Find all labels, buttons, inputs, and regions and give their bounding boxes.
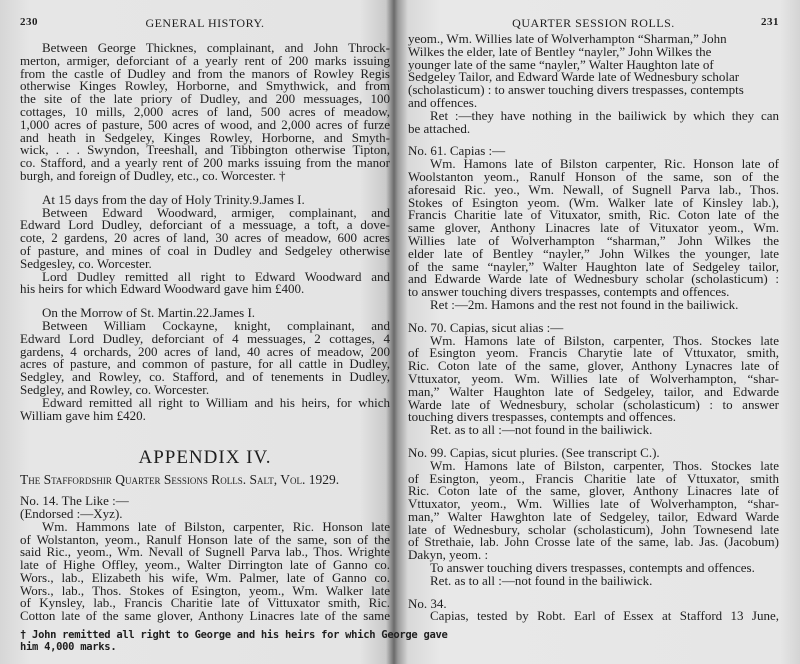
text-line: Wilkes the elder, late of Bentley “nayler,” John Wilkes the <box>408 43 712 59</box>
text-line: cote, 2 gardens, 20 acres of land, 30 acres of meadow, 600 acres <box>20 230 390 246</box>
text-line: (scholasticum) : to answer touching divers trespasses, contempts <box>408 82 744 98</box>
text-line: Wm. Hamons late of Bilston, carpenter, Thos. Stockes late <box>430 457 779 473</box>
text-line: To answer touching divers trespasses, contempts and offences. <box>430 560 755 576</box>
paragraph <box>408 332 779 425</box>
text-line: Edward Lord Dudley, deforciant of a messuage, a toft, a dove- <box>20 217 390 233</box>
text-line: Edward remitted all right to William and his heirs, for which <box>42 394 390 410</box>
text-line: wick, . . . Swyndon, Treeshall, and Tibbington otherwise Tipton, <box>20 142 390 158</box>
text-line: No. 70. Capias, sicut alias :— <box>408 319 564 335</box>
text-line: Cotton late of the same glover, Anthony Linacres late of the same <box>20 608 390 624</box>
paragraph <box>20 495 390 521</box>
text-line: Woolstanton yeom., Ranulf Honson of the same, son of the <box>408 168 779 184</box>
text-line: Between George Thicknes, complainant, and John Throck- <box>42 40 390 55</box>
text-line: burgh, and foreign of Dudley, etc., co. Worcester. † <box>20 167 286 183</box>
text-line: of Esington yeom. Francis Charytie late of Vttuxator, smith, <box>408 345 779 361</box>
running-head-title: QUARTER SESSION ROLLS. <box>512 16 675 30</box>
text-line: of Wolstanton, yeom., Ranulf Honson late of the same, son of the <box>20 531 390 547</box>
text-line: Warde late of Wednesbury, scholar (scholasticum) : to answer <box>408 396 779 412</box>
text-line: Vttuxator, yeom. Wm. Willies late of Wolverhampton, “shar- <box>408 370 779 386</box>
text-line: Francis Charitie late of Vituxator, smith, Ric. Coton late of the <box>408 207 779 223</box>
text-line: late of Wednesbury, scholar (scholasticum), John Townesend late <box>408 521 779 537</box>
appendix-heading <box>20 448 390 468</box>
text-line: said Ric., yeom., Wm. Nevall of Sugnell Parva lab., Thos. Wrighte <box>20 544 390 560</box>
text-line: merton, armiger, deforciant of a yearly rent of 200 marks issuing <box>20 52 390 68</box>
text-line: 1,000 acres of pasture, 500 acres of wood, and 2,000 acres of furze <box>20 116 390 132</box>
text-line: Stokes of Esington yeom. (Wm. Walker late of Kinsley lab.), <box>408 194 779 210</box>
text-line: younger late of the same “nayler,” Walter Haughton late of <box>408 56 714 72</box>
text-line: aforesaid Ric. yeo., Wm. Newall, of Sugnell Parva lab., Thos. <box>408 181 779 197</box>
paragraph <box>408 610 779 623</box>
text-line: late of Highe Offley, yeom., Walter Dirrington late of Ganno co. <box>20 557 390 573</box>
text-line: † John remitted all right to George and his heirs for which George gave <box>20 629 448 642</box>
text-line: APPENDIX IV. <box>138 447 272 469</box>
text-line: and offences. <box>408 94 478 110</box>
paragraph <box>20 394 390 423</box>
text-line: touching divers trespasses, contempts and offences. <box>408 409 676 425</box>
text-line: Lord Dudley remitted all right to Edward Woodward and <box>42 268 390 284</box>
right-page <box>408 0 779 664</box>
text-line: to answer touching divers trespasses, contempts and offences. <box>408 284 730 300</box>
running-header <box>408 16 779 32</box>
text-line: No. 34. <box>408 595 447 611</box>
text-line: Ret :—they have nothing in the bailiwick by which they can <box>430 107 779 123</box>
paragraph <box>408 457 779 563</box>
text-line: Wm. Hamons late of Bilston, carpenter, Thos. Stockes late <box>430 332 779 348</box>
text-line: man,” Walter Hawghton late of Sedgeley, tailor, Edward Warde <box>408 508 779 524</box>
text-line: and heath in Sedgeley, Kinges Rowley, Horborne, and Smyth- <box>20 129 390 145</box>
text-line: Wm. Hammons late of Bilston, carpenter, Ric. Honson late <box>42 518 390 534</box>
paragraph <box>20 268 390 297</box>
text-line: Sedgley, and Rowley, co. Worcester. <box>20 381 210 397</box>
text-line: of the same “nayler,” Walter Haughton late of Sedgeley tailor, <box>408 258 779 274</box>
running-header <box>20 16 390 32</box>
text-line: Vttuxator, yeom., Wm. Willies late of Wolverhampton, “shar- <box>408 496 779 512</box>
text-line: Ric. Coton late of the same, glover, Anthony Lynacres late of <box>408 358 779 374</box>
text-line: Wm. Hamons late of Bilston carpenter, Ric. Honson late of <box>430 156 779 172</box>
running-head-title: GENERAL HISTORY. <box>145 16 265 30</box>
text-line: the site of the late priory of Dudley, and 200 messuages, 100 <box>20 91 390 107</box>
text-line: him 4,000 marks. <box>20 641 117 654</box>
page-number: 231 <box>761 16 779 28</box>
paragraph <box>408 424 779 437</box>
page-body <box>408 33 779 623</box>
text-line: Sedgesley, co. Worcester. <box>20 255 152 271</box>
footnote <box>20 629 448 654</box>
text-line: be attached. <box>408 120 471 136</box>
page-number: 230 <box>20 16 38 28</box>
text-line: and Edwarde Warde late of Wednesbury scholar (scholasticum) : <box>408 271 779 287</box>
text-line: his heirs for which Edward Woodward gave him £400. <box>20 281 305 297</box>
text-line: Ret :—2m. Hamons and the rest not found in the bailiwick. <box>430 296 739 312</box>
text-line: Between William Cockayne, knight, complainant, and <box>42 317 390 333</box>
text-line: from the castle of Dudley and from the manors of Rowley Regis <box>20 65 390 81</box>
section-subheading <box>20 474 390 487</box>
text-line: man,” Walter Haughton late of Sedgeley, tailor, and Edwarde <box>408 383 779 399</box>
text-line: No. 61. Capias :— <box>408 143 506 159</box>
paragraph <box>408 33 779 110</box>
text-line: Sedgeley Tailor, and Edward Warde late of Wednesbury scholar <box>408 69 740 85</box>
text-line: same glover, Anthony Linacres late of Vituxator yeom., Wm. <box>408 220 779 236</box>
text-line: cottages, 10 mills, 2,000 acres of land, 500 acres of meadow, <box>20 103 390 119</box>
text-line: The Staffordshir Quarter Sessions Rolls. Salt, Vol. 1929. <box>20 472 340 488</box>
text-line: acres of pasture, and common of pasture, for all cattle in Dudley, <box>20 356 390 372</box>
text-line: elder late of Bentley “nayler,” John Wilkes the younger, late <box>408 245 779 261</box>
text-line: Dakyn, yeom. : <box>408 547 489 563</box>
text-line: yeom., Wm. Willies late of Wolverhampton “Sharman,” John <box>408 31 727 46</box>
text-line: co. Stafford, and a yearly rent of 200 marks issuing from the manor <box>20 155 390 171</box>
text-line: Willies late of Wolverhampton “sharman,” John Wilkes the <box>408 232 779 248</box>
text-line: Edward Lord Dudley, deforciant of 4 messuages, 2 cottages, 4 <box>20 330 390 346</box>
text-line: of Strethaie, lab. John Crosse late of the same, lab. Jas. (Jacobum) <box>408 534 779 550</box>
text-line: of pasture, and mines of coal in Dudley and Sedgeley otherwise <box>20 242 390 258</box>
paragraph <box>408 296 779 312</box>
text-line: Capias, tested by Robt. Earl of Essex at Stafford 13 June, <box>430 608 779 624</box>
paragraph <box>20 317 390 397</box>
text-line: No. 99. Capias, sicut pluries. (See transcript C.). <box>408 444 660 460</box>
text-line: (Endorsed :—Xyz). <box>20 505 123 521</box>
text-line: William gave him £420. <box>20 407 146 423</box>
text-line: Ret. as to all :—not found in the bailiwick. <box>430 422 653 438</box>
text-line: Ric. Coton late of the same, glover, Anthony Linacres late of <box>408 483 779 499</box>
paragraph <box>408 158 779 299</box>
text-line: otherwise Kinges Rowley, Horborne, and Smythwick, and from <box>20 78 390 94</box>
text-line: Ret. as to all :—not found in the bailiwick. <box>430 572 653 588</box>
paragraph <box>20 204 390 271</box>
text-line: At 15 days from the day of Holy Trinity.9.James I. <box>42 191 305 207</box>
text-line: Wors., lab., Elizabeth his wife, Wm. Palmer, late of Ganno co. <box>20 569 390 585</box>
text-line: of Esington, yeom., Francis Charitie late of Vttuxator, smith <box>408 470 779 486</box>
text-line: gardens, 4 orchards, 200 acres of land, 40 acres of meadow, 200 <box>20 343 390 359</box>
text-line: No. 14. The Like :— <box>20 493 129 509</box>
text-line: of Kynsley, lab., Francis Charitie late of Vittuxator smith, Ric. <box>20 595 390 611</box>
paragraph <box>20 518 390 624</box>
text-line: Sedgley, and Rowley, co. Stafford, and of tenements in Dudley, <box>20 369 390 385</box>
text-line: On the Morrow of St. Martin.22.James I. <box>42 305 256 321</box>
paragraph <box>20 42 390 183</box>
text-line: Between Edward Woodward, armiger, complainant, and <box>42 204 390 220</box>
paragraph <box>408 107 779 136</box>
paragraph <box>408 572 779 588</box>
text-line: Wors., lab., Thos. Stokes of Esington, yeom., Wm. Walker late <box>20 582 390 598</box>
